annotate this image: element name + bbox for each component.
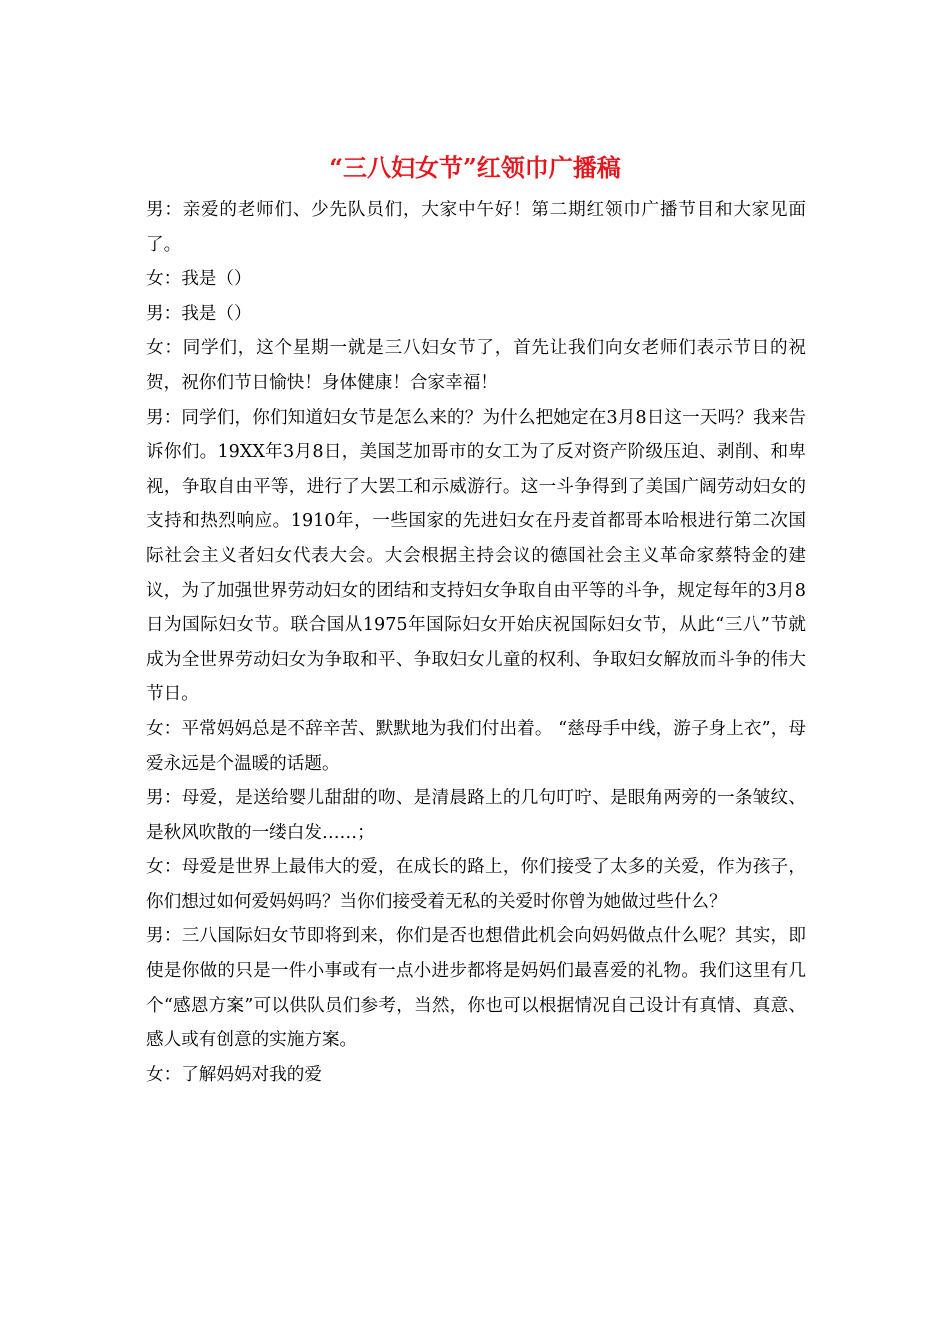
dialogue-paragraph: 女：平常妈妈总是不辞辛苦、默默地为我们付出着。 “慈母手中线，游子身上衣”，母爱永远是个温暖的话题。 [146,718,806,774]
dialogue-paragraph: 女：母爱是世界上最伟大的爱，在成长的路上，你们接受了太多的关爱，作为孩子，你们想过如何爱妈妈吗？当你们接受着无私的关爱时你曾为她做过些什么？ [146,857,806,912]
dialogue-paragraph: 女：了解妈妈对我的爱 [146,1064,322,1085]
dialogue-paragraph: 男：三八国际妇女节即将到来，你们是否也想借此机会向妈妈做点什么呢？其实，即使是你做的只是一件小事或有一点小进步都将是妈妈们最喜爱的礼物。我们这里有几个“感恩方案”可以供队员们参考，当然，你也可以根据情况自己设计有真情、真意、感人或有创意的实施方案。 [146,926,806,1051]
document-title: “三八妇女节”红领巾广播稿 [329,153,621,182]
dialogue-paragraph: 男：同学们，你们知道妇女节是怎么来的？为什么把她定在3月8日这一天吗？我来告诉你们。19XX年3月8日，美国芝加哥市的女工为了反对资产阶级压迫、剥削、和卑视，争取自由平等，进行了大罢工和示威游行。这一斗争得到了美国广阔劳动妇女的支持和热烈响应。1910年，一些国家的先进妇女在丹麦首都哥本哈根进行第二次国际社会主义者妇女代表大会。大会根据主持会议的德国社会主义革命家蔡特金的建议，为了加强世界劳动妇女的团结和支持妇女争取自由平等的斗争，规定每年的3月8日为国际妇女节。联合国从1975年国际妇女开始庆祝国际妇女节，从此“三八”节就成为全世界劳动妇女为争取和平、争取妇女儿童的权利、争取妇女解放而斗争的伟大节日。 [146,407,806,705]
dialogue-paragraph: 女：我是（） [146,269,252,290]
dialogue-paragraph: 男：母爱，是送给婴儿甜甜的吻、是清晨路上的几句叮咛、是眼角两旁的一条皱纹、是秋风吹散的一缕白发……； [146,788,806,843]
dialogue-paragraph: 男：亲爱的老师们、少先队员们，大家中午好！第二期红领巾广播节目和大家见面了。 [146,200,806,255]
dialogue-paragraph: 男：我是（） [146,303,252,324]
dialogue-paragraph: 女：同学们，这个星期一就是三八妇女节了，首先让我们向女老师们表示节日的祝贺，祝你们节日愉快！身体健康！合家幸福！ [146,338,806,393]
document-body [146,193,806,1092]
